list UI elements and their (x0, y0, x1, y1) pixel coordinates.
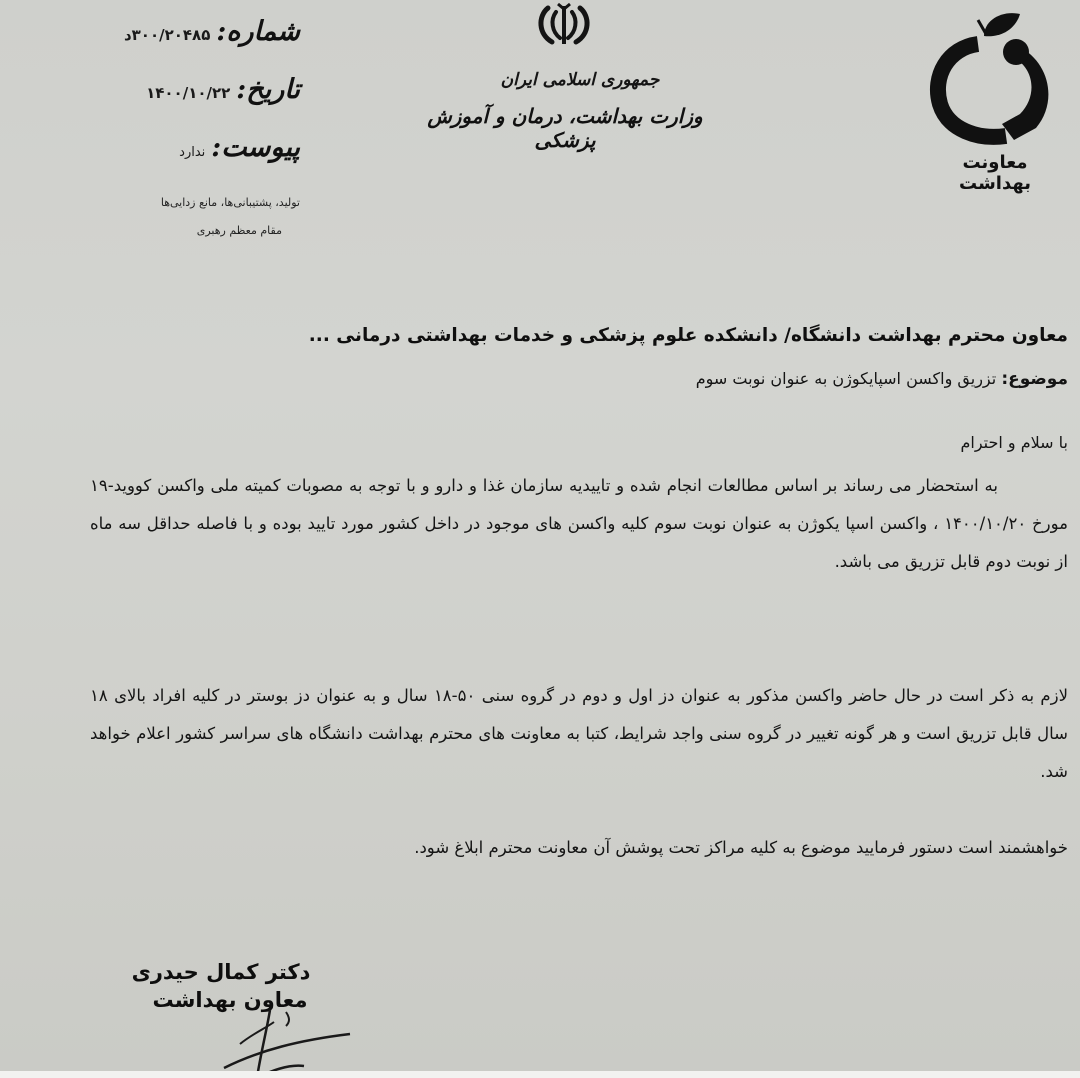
letter-paragraph-3: خواهشمند است دستور فرمایید موضوع به کلیه مراکز تحت پوشش آن معاونت محترم ابلاغ شود. (414, 838, 1068, 857)
letter-addressee: معاون محترم بهداشت دانشگاه/ دانشکده علوم پزشکی و خدمات بهداشتی درمانی ... (308, 325, 1068, 346)
letter-paragraph-2: لازم به ذکر است در حال حاضر واکسن مذکور به عنوان دز اول و دوم در گروه سنی ۵۰-۱۸ سال و به عنوان دز بوستر در کلیه افراد بالای ۱۸ سال قابل تزریق است و هر گونه تغییر در گروه سنی واجد شرایط، کتبا به معاونت های محترم بهداشت دانشگاه های سراسر کشور اعلام خواهد شد. (90, 686, 1068, 781)
signatory-title: معاون بهداشت (152, 988, 308, 1012)
letter-date-row (146, 74, 300, 105)
letter-paragraph-1: به استحضار می رساند بر اساس مطالعات انجام شده و تاییدیه سازمان غذا و دارو و با توجه به مصوبات کمیته ملی واکسن کووید-۱۹ مورخ ۱۴۰۰/۱۰/۲۰ ، واکسن اسپا یکوژن به عنوان نوبت سوم کلیه واکسن های موجود در داخل کشور مورد تایید بوده و با فاصله حداقل سه ماه از نوبت دوم قابل تزریق می باشد. (90, 476, 1068, 571)
subject-text: تزریق واکسن اسپایکوژن به عنوان نوبت سوم (695, 369, 997, 388)
signature-block (120, 960, 340, 1012)
letter-greeting: با سلام و احترام (960, 433, 1068, 452)
iran-emblem-icon (534, 2, 594, 46)
ministry-line-republic: جمهوری اسلامی ایران (500, 70, 660, 90)
letter-meta-block (70, 10, 300, 250)
letter-date-value: ۱۴۰۰/۱۰/۲۲ (146, 84, 231, 102)
letter-subject (696, 369, 1068, 389)
slogan-line-2: مقام معظم رهبری (196, 224, 282, 237)
signatory-name: دکتر کمال حیدری (131, 960, 311, 984)
letter-number-value: ۳۰۰/۲۰۴۸۵د (123, 26, 211, 44)
ministry-header (400, 70, 730, 152)
letter-attachment-row (179, 132, 300, 163)
handwritten-signature-icon (200, 1004, 360, 1071)
ministry-line-ministry: وزارت بهداشت، درمان و آموزش پزشکی (427, 104, 703, 152)
letter-number-row (124, 16, 300, 47)
logo-caption: معاونت بهداشت (959, 152, 1031, 194)
letter-attachment-label: پیوست: (211, 132, 300, 163)
health-deputy-logo-icon (918, 6, 1068, 156)
letter-date-label: تاریخ: (236, 74, 300, 105)
image-bottom-border (0, 1071, 1080, 1078)
subject-label: موضوع: (1001, 369, 1068, 389)
letter-attachment-value: ندارد (179, 145, 206, 160)
slogan-line-1: تولید، پشتیبانی‌ها، مانع زدایی‌ها (160, 196, 300, 209)
letter-number-label: شماره: (216, 16, 300, 47)
